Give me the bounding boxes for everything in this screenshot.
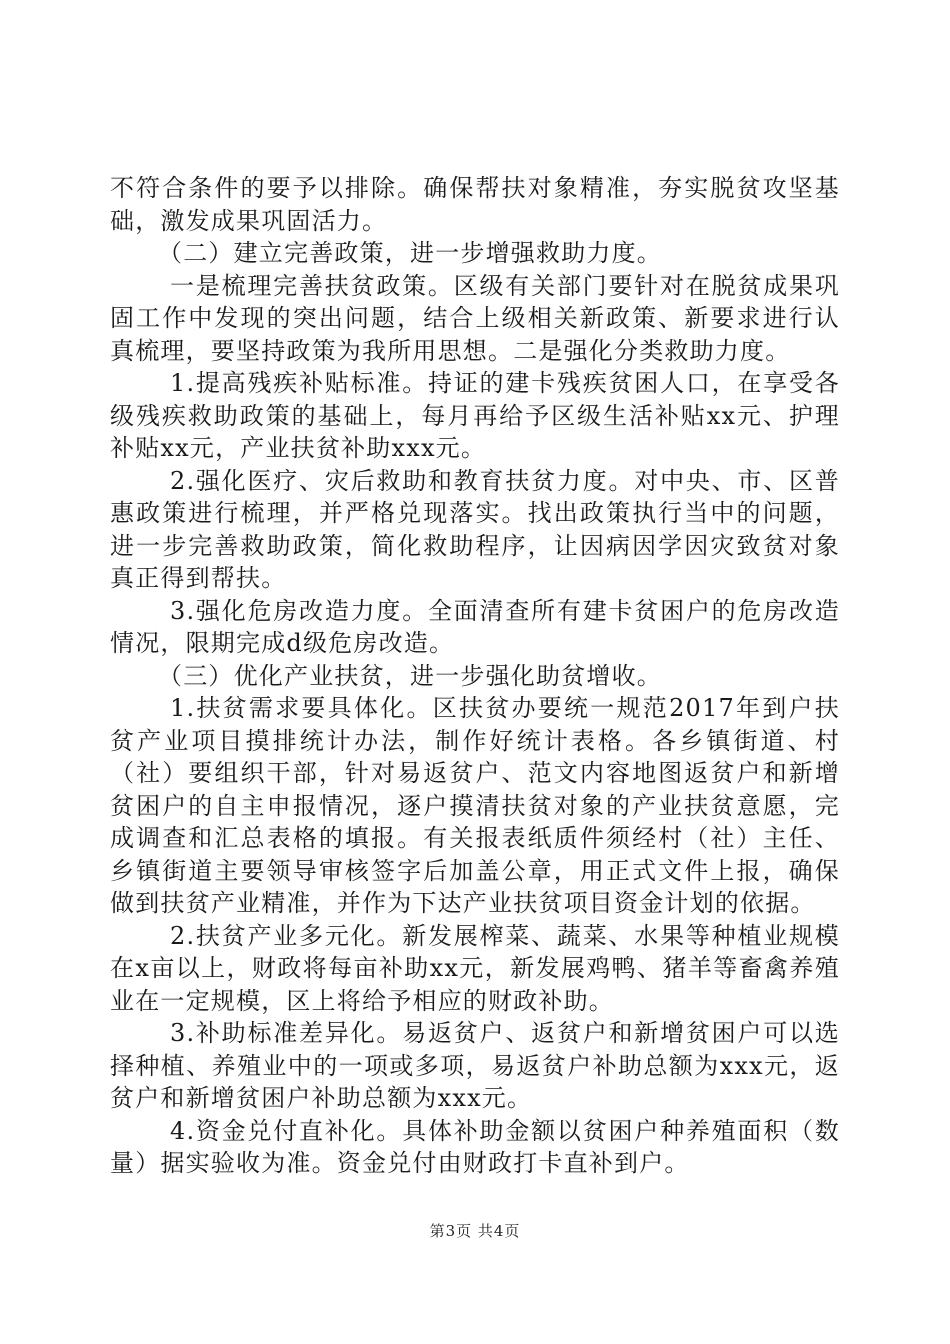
paragraph-continuation: 不符合条件的要予以排除。确保帮扶对象精准，夯实脱贫攻坚基础，激发成果巩固活力。 [110,174,840,235]
paragraph-demand-specific: 1.扶贫需求要具体化。区扶贫办要统一规范2017年到户扶贫产业项目摸排统计办法，制作好统计表格。各乡镇街道、村（社）要组织干部，针对易返贫户、范文内容地图返贫户和新增贫困户的自主申报情况，逐户摸清扶贫对象的产业扶贫意愿，完成调查和汇总表格的填报。有关报表纸质件须经村（社）主任、乡镇街道主要领导审核签字后加盖公章，用正式文件上报，确保做到扶贫产业精准，并作为下达产业扶贫项目资金计划的依据。 [110,694,840,917]
section-heading-2: （二）建立完善政策，进一步增强救助力度。 [158,239,662,267]
document-body [110,172,840,1180]
section-heading-3: （三）优化产业扶贫，进一步强化助贫增收。 [158,661,662,690]
paragraph-policy-review: 一是梳理完善扶贫政策。区级有关部门要针对在脱贫成果巩固工作中发现的突出问题，结合上级相关新政策、新要求进行认真梳理，要坚持政策为我所用思想。二是强化分类救助力度。 [110,271,840,365]
paragraph-subsidy-differentiated: 3.补助标准差异化。易返贫户、返贫户和新增贫困户可以选择种植、养殖业中的一项或多项，易返贫户补助总额为xxx元，返贫户和新增贫困户补助总额为xxx元。 [110,1019,840,1112]
paragraph-medical-education-aid: 2.强化医疗、灾后救助和教育扶贫力度。对中央、市、区普惠政策进行梳理，并严格兑现落实。找出政策执行当中的问题，进一步完善救助政策，简化救助程序，让因病因学因灾致贫对象真正得到帮扶。 [110,466,840,592]
paragraph-disability-subsidy: 1.提高残疾补贴标准。持证的建卡残疾贫困人口，在享受各级残疾救助政策的基础上，每月再给予区级生活补贴xx元、护理补贴xx元，产业扶贫补助xxx元。 [110,369,840,462]
paragraph-industry-diversified: 2.扶贫产业多元化。新发展榨菜、蔬菜、水果等种植业规模在x亩以上，财政将每亩补助xx元，新发展鸡鸭、猪羊等畜禽养殖业在一定规模，区上将给予相应的财政补助。 [110,921,840,1015]
page-number-footer: 第3页 共4页 [429,1222,521,1240]
paragraph-direct-payment: 4.资金兑付直补化。具体补助金额以贫困户种养殖面积（数量）据实验收为准。资金兑付由财政打卡直补到户。 [110,1116,840,1177]
paragraph-housing-renovation: 3.强化危房改造力度。全面清查所有建卡贫困户的危房改造情况，限期完成d级危房改造。 [110,596,840,657]
